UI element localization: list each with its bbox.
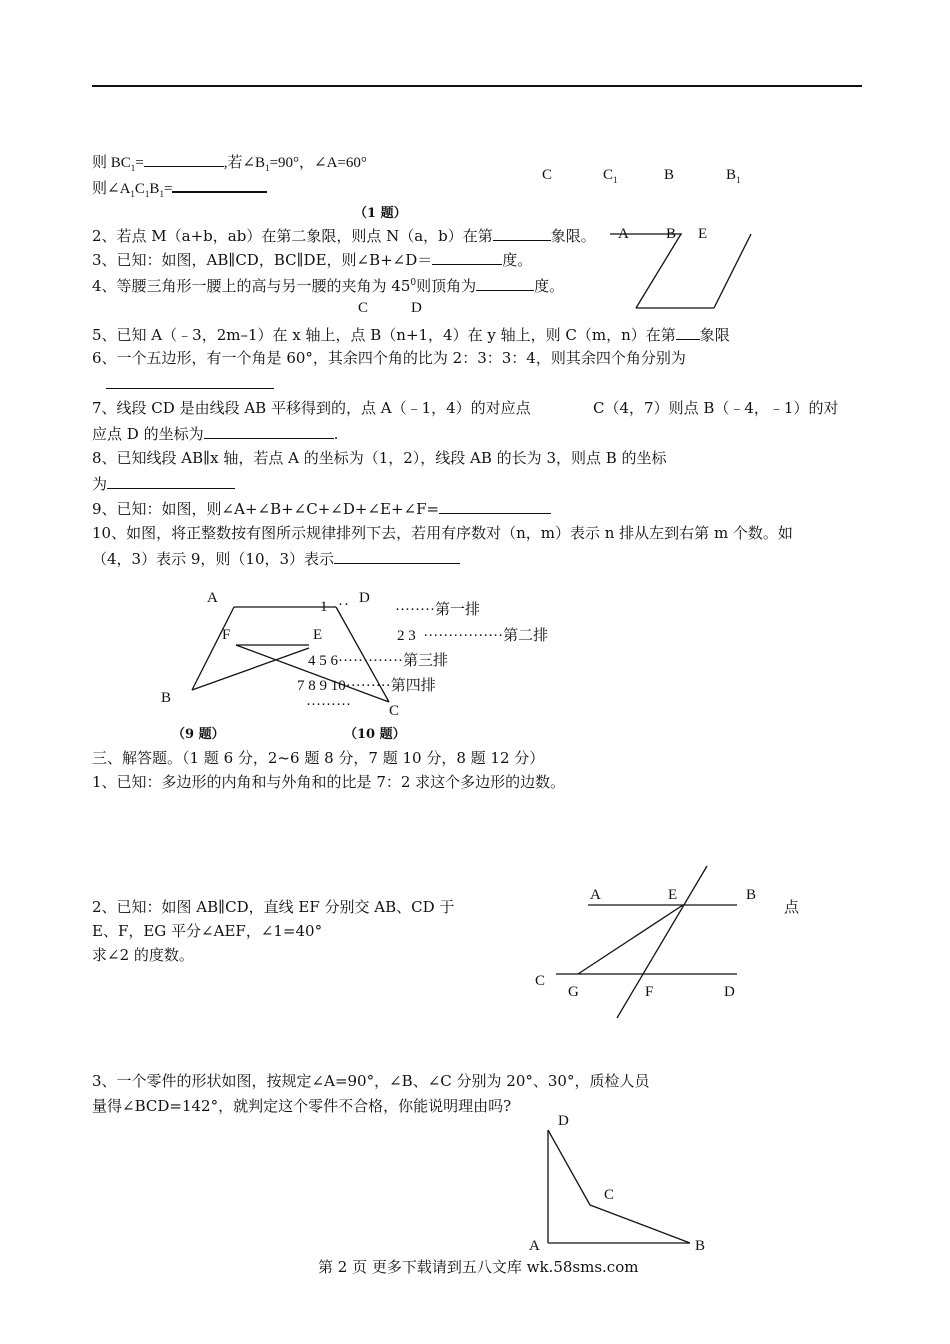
question-6: 6、一个五边形，有一个角是 60°，其余四个角的比为 2：3：3：4，则其余四个角分别为	[92, 349, 686, 367]
solve-2-line2: E、F，EG 平分∠AEF，∠1=40°	[92, 922, 323, 940]
question-8-line1: 8、已知线段 AB∥x 轴，若点 A 的坐标为（1，2），线段 AB 的长为 3，则点 B 的坐标	[92, 449, 667, 467]
solve-2-line3: 求∠2 的度数。	[92, 946, 194, 964]
fig10-dots: ·········	[306, 697, 351, 713]
question-9: 9、已知：如图，则∠A+∠B+∠C+∠D+∠E+∠F=	[92, 499, 551, 518]
fig1-label-b1: $B_1$	[726, 167, 741, 185]
question-3: 3、已知：如图，AB∥CD，BC∥DE，则∠B+∠D＝ 度。	[92, 251, 533, 269]
s3-label-b: B	[695, 1238, 706, 1254]
s2-label-c: C	[535, 973, 546, 989]
fig10-row1-nums: 1	[320, 599, 328, 615]
fig3-label-c: C	[358, 300, 369, 316]
s2-label-g: G	[568, 984, 579, 1000]
question-7-line1: 7、线段 CD 是由线段 AB 平移得到的，点 A（﹣1，4）的对应点	[92, 399, 531, 417]
s2-label-e: E	[668, 887, 678, 903]
question-7-line1b: C（4，7）则点 B（﹣4，﹣1）的对	[593, 399, 839, 417]
fig9-label-b: B	[161, 690, 172, 706]
question-2: 2、若点 M（a+b，ab）在第二象限，则点 N（a，b）在第 象限。	[92, 227, 596, 245]
question-10-line2: （4，3）表示 9，则（10，3）表示	[92, 549, 460, 568]
page-footer: 第 2 页 更多下载请到五八文库 wk.58sms.com	[318, 1258, 639, 1276]
question-10-line1: 10、如图，将正整数按有图所示规律排列下去，若用有序数对（n，m）表示 n 排从左到右第 m 个数。如	[92, 524, 793, 542]
fig9-caption: （9 题）	[172, 727, 225, 742]
solve-1: 1、已知：多边形的内角和与外角和的比是 7：2 求这个多边形的边数。	[92, 773, 566, 791]
solve-3-line1: 3、一个零件的形状如图，按规定∠A=90°，∠B、∠C 分别为 20°、30°，质检人员	[92, 1072, 650, 1090]
fig3-label-e: E	[698, 226, 708, 242]
fig10-row1-label: ········第一排	[395, 602, 480, 618]
fig1-label-c: C	[542, 167, 553, 183]
fig9-label-a: A	[207, 590, 218, 606]
fig10-row2: 2 3 ················第二排	[397, 628, 549, 644]
fig9-label-c: C	[389, 703, 400, 719]
s3-label-a: A	[529, 1238, 540, 1254]
fig3-label-b: B	[666, 226, 677, 242]
s2-label-a: A	[590, 887, 601, 903]
solve-2-point: 点	[784, 898, 800, 916]
question-5: 5、已知 A（﹣3，2m–1）在 x 轴上，点 B（n+1，4）在 y 轴上，则 C（m，n）在第 象限	[92, 326, 730, 344]
solve-2-line1: 2、已知：如图 AB∥CD，直线 EF 分别交 AB、CD 于	[92, 898, 455, 916]
fig9-label-d: D	[359, 590, 370, 606]
question-7-line2: 应点 D 的坐标为 .	[92, 425, 339, 443]
fig10-row3: 4 5 6·············第三排	[308, 653, 448, 669]
solve-3-line2: 量得∠BCD=142°，就判定这个零件不合格，你能说明理由吗?	[92, 1097, 512, 1115]
fig10-row1-dots-a: ··	[338, 597, 350, 613]
fig10-caption: （10 题）	[344, 727, 406, 742]
fig1-caption: （1 题）	[354, 206, 407, 221]
question-4: 4、等腰三角形一腰上的高与另一腰的夹角为 $45^0$则顶角为 度。	[92, 277, 565, 295]
s3-label-c: C	[604, 1187, 615, 1203]
fig1-label-c1: $C_1$	[603, 167, 618, 185]
q1-line2: 则$\angle A_1C_1B_1=$	[92, 177, 267, 203]
fig1-label-b: B	[664, 167, 675, 183]
fig10-row4: 7 8 9 10·········第四排	[297, 678, 436, 694]
fig3-label-d: D	[411, 300, 422, 316]
s2-label-f: F	[645, 984, 654, 1000]
fig3-label-a: A	[618, 226, 629, 242]
s3-label-d: D	[558, 1113, 569, 1129]
section-3-heading: 三、解答题。（1 题 6 分，2~6 题 8 分，7 题 10 分，8 题 12 分）	[92, 749, 545, 767]
fig9-label-e: E	[313, 627, 323, 643]
s2-label-b: B	[746, 887, 757, 903]
q1-line1: 则 $BC_1=$ ,若$\angle B_1=90^\circ$，∠A=60°	[92, 152, 367, 177]
fig9-label-f: F	[222, 627, 231, 643]
s2-label-d: D	[724, 984, 735, 1000]
question-8-line2: 为	[92, 474, 235, 493]
